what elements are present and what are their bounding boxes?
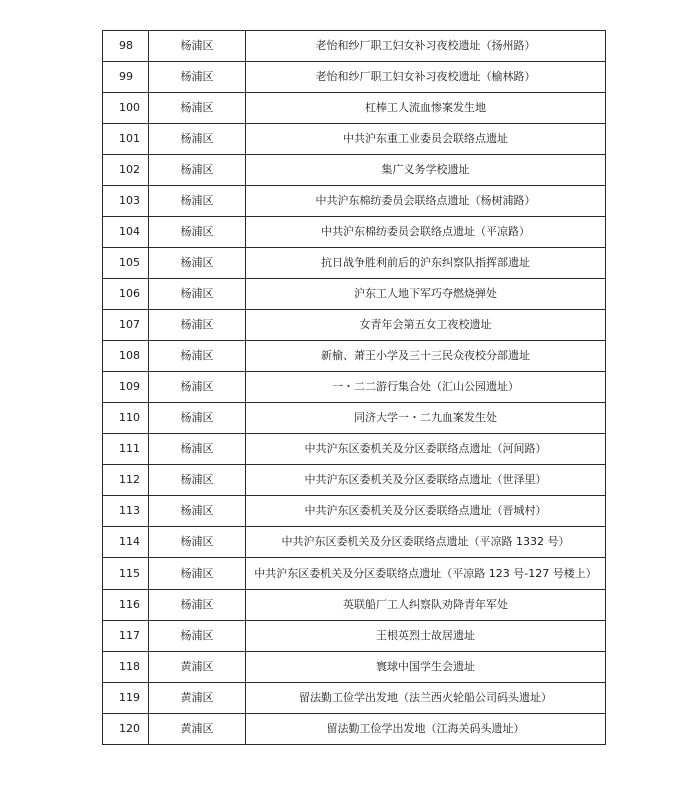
table-row — [103, 31, 606, 62]
site-name-cell: 集广义务学校遗址 — [246, 155, 606, 186]
row-number-cell: 115 — [103, 558, 149, 590]
table-row — [103, 62, 606, 93]
site-name-cell: 同济大学一・二九血案发生处 — [246, 403, 606, 434]
table-row — [103, 217, 606, 248]
row-number-cell: 108 — [103, 341, 149, 372]
site-name-cell: 杠棒工人流血惨案发生地 — [246, 93, 606, 124]
row-number-cell: 101 — [103, 124, 149, 155]
district-cell: 杨浦区 — [149, 310, 246, 341]
district-cell: 杨浦区 — [149, 590, 246, 621]
table-row — [103, 652, 606, 683]
site-name-cell: 老怡和纱厂职工妇女补习夜校遗址（扬州路） — [246, 31, 606, 62]
table-row — [103, 93, 606, 124]
district-cell: 杨浦区 — [149, 62, 246, 93]
site-name-cell: 中共沪东区委机关及分区委联络点遗址（平凉路 123 号-127 号楼上） — [246, 558, 606, 590]
district-cell: 黄浦区 — [149, 714, 246, 745]
table-row — [103, 279, 606, 310]
district-cell: 杨浦区 — [149, 372, 246, 403]
district-cell: 杨浦区 — [149, 93, 246, 124]
row-number-cell: 113 — [103, 496, 149, 527]
row-number-cell: 105 — [103, 248, 149, 279]
row-number-cell: 111 — [103, 434, 149, 465]
table-row — [103, 465, 606, 496]
row-number-cell: 120 — [103, 714, 149, 745]
row-number-cell: 100 — [103, 93, 149, 124]
row-number-cell: 117 — [103, 621, 149, 652]
district-cell: 杨浦区 — [149, 527, 246, 558]
district-cell: 杨浦区 — [149, 248, 246, 279]
table-row — [103, 124, 606, 155]
table-row — [103, 186, 606, 217]
district-cell: 杨浦区 — [149, 155, 246, 186]
site-name-cell: 中共沪东区委机关及分区委联络点遗址（晋城村） — [246, 496, 606, 527]
district-cell: 黄浦区 — [149, 683, 246, 714]
table-row — [103, 372, 606, 403]
site-name-cell: 沪东工人地下军巧夺燃烧弹处 — [246, 279, 606, 310]
district-cell: 杨浦区 — [149, 279, 246, 310]
row-number-cell: 103 — [103, 186, 149, 217]
district-cell: 杨浦区 — [149, 465, 246, 496]
table-row — [103, 434, 606, 465]
table-row — [103, 527, 606, 558]
table-row — [103, 621, 606, 652]
row-number-cell: 99 — [103, 62, 149, 93]
table-row — [103, 590, 606, 621]
district-cell: 杨浦区 — [149, 496, 246, 527]
site-name-cell: 老怡和纱厂职工妇女补习夜校遗址（榆林路） — [246, 62, 606, 93]
row-number-cell: 118 — [103, 652, 149, 683]
row-number-cell: 114 — [103, 527, 149, 558]
district-cell: 杨浦区 — [149, 403, 246, 434]
table-row — [103, 558, 606, 590]
site-name-cell: 中共沪东重工业委员会联络点遗址 — [246, 124, 606, 155]
district-cell: 杨浦区 — [149, 434, 246, 465]
table-row — [103, 403, 606, 434]
table-row — [103, 310, 606, 341]
district-cell: 杨浦区 — [149, 186, 246, 217]
site-name-cell: 抗日战争胜利前后的沪东纠察队指挥部遗址 — [246, 248, 606, 279]
site-name-cell: 中共沪东区委机关及分区委联络点遗址（河间路） — [246, 434, 606, 465]
row-number-cell: 106 — [103, 279, 149, 310]
row-number-cell: 116 — [103, 590, 149, 621]
district-cell: 杨浦区 — [149, 31, 246, 62]
site-name-cell: 新榆、萧王小学及三十三民众夜校分部遗址 — [246, 341, 606, 372]
row-number-cell: 98 — [103, 31, 149, 62]
row-number-cell: 107 — [103, 310, 149, 341]
table-body — [103, 31, 606, 745]
district-cell: 杨浦区 — [149, 558, 246, 590]
row-number-cell: 112 — [103, 465, 149, 496]
site-name-cell: 中共沪东棉纺委员会联络点遗址（杨树浦路） — [246, 186, 606, 217]
site-name-cell: 寰球中国学生会遗址 — [246, 652, 606, 683]
district-cell: 杨浦区 — [149, 217, 246, 248]
site-name-cell: 女青年会第五女工夜校遗址 — [246, 310, 606, 341]
row-number-cell: 102 — [103, 155, 149, 186]
site-name-cell: 英联船厂工人纠察队劝降青年军处 — [246, 590, 606, 621]
district-cell: 黄浦区 — [149, 652, 246, 683]
row-number-cell: 119 — [103, 683, 149, 714]
site-name-cell: 留法勤工俭学出发地（法兰西火轮船公司码头遗址） — [246, 683, 606, 714]
table-row — [103, 155, 606, 186]
table-row — [103, 248, 606, 279]
site-name-cell: 留法勤工俭学出发地（江海关码头遗址） — [246, 714, 606, 745]
site-name-cell: 王根英烈士故居遗址 — [246, 621, 606, 652]
site-name-cell: 中共沪东棉纺委员会联络点遗址（平凉路） — [246, 217, 606, 248]
row-number-cell: 109 — [103, 372, 149, 403]
site-name-cell: 一・二二游行集合处（汇山公园遗址） — [246, 372, 606, 403]
site-name-cell: 中共沪东区委机关及分区委联络点遗址（世泽里） — [246, 465, 606, 496]
table-row — [103, 683, 606, 714]
heritage-sites-table — [102, 30, 606, 745]
site-name-cell: 中共沪东区委机关及分区委联络点遗址（平凉路 1332 号） — [246, 527, 606, 558]
row-number-cell: 110 — [103, 403, 149, 434]
table-row — [103, 496, 606, 527]
table-row — [103, 341, 606, 372]
district-cell: 杨浦区 — [149, 341, 246, 372]
district-cell: 杨浦区 — [149, 621, 246, 652]
row-number-cell: 104 — [103, 217, 149, 248]
table-row — [103, 714, 606, 745]
district-cell: 杨浦区 — [149, 124, 246, 155]
